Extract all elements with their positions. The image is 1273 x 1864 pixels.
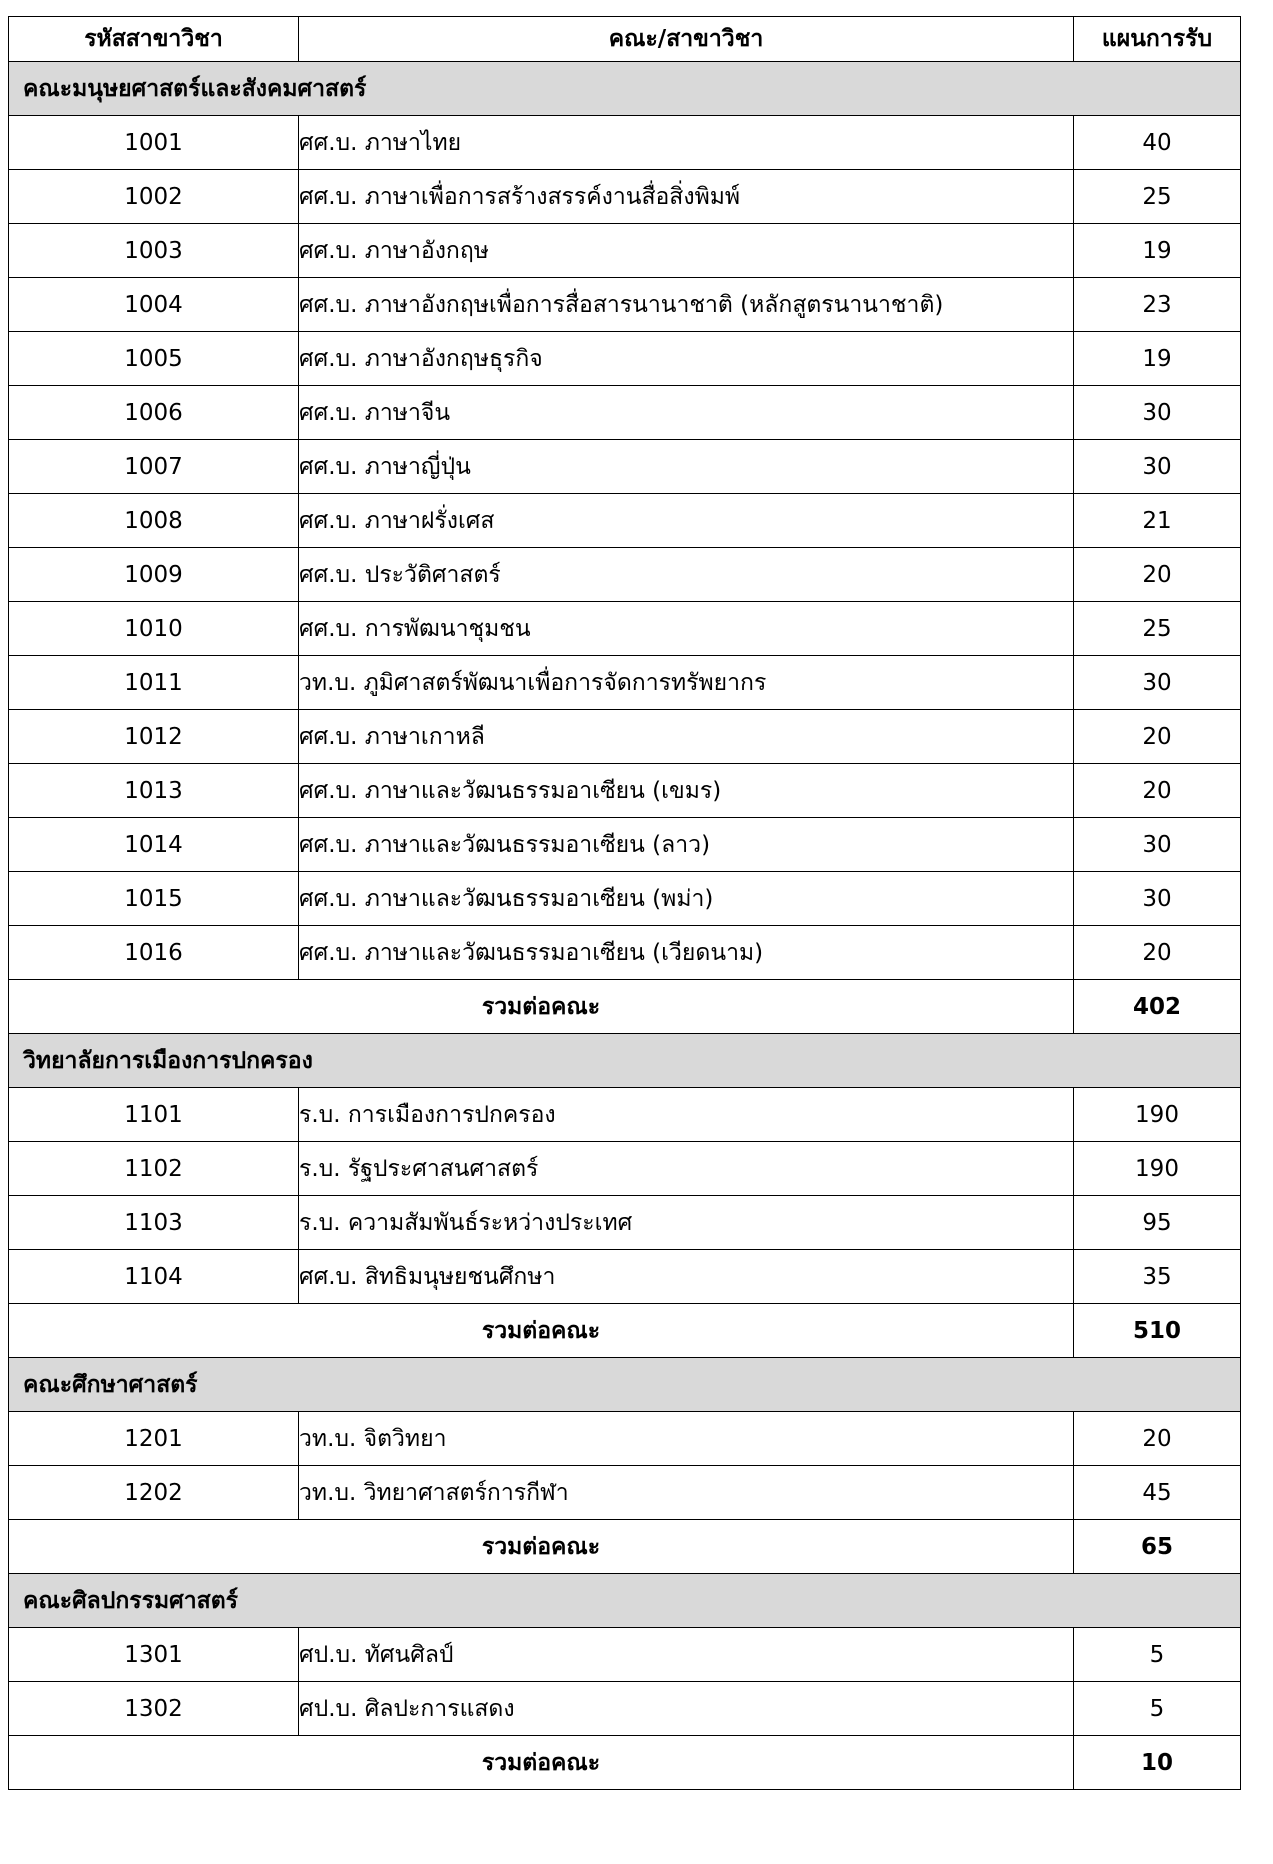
table-row [9,818,1241,872]
table-row [9,494,1241,548]
table-row [9,764,1241,818]
program-code: 1009 [9,548,299,602]
program-name: ศศ.บ. สิทธิมนุษยชนศึกษา [299,1250,1074,1304]
program-name: ศศ.บ. ภาษาเพื่อการสร้างสรรค์งานสื่อสิ่งพิมพ์ [299,170,1074,224]
program-code: 1202 [9,1466,299,1520]
total-label: รวมต่อคณะ [9,1520,1074,1574]
program-code: 1103 [9,1196,299,1250]
admission-plan-table [8,16,1241,1790]
program-name: ศศ.บ. ภาษาอังกฤษ [299,224,1074,278]
program-code: 1008 [9,494,299,548]
admission-plan: 5 [1074,1628,1241,1682]
table-row [9,1682,1241,1736]
faculty-name: คณะมนุษยศาสตร์และสังคมศาสตร์ [9,62,1241,116]
admission-plan: 5 [1074,1682,1241,1736]
admission-plan: 30 [1074,872,1241,926]
admission-plan: 20 [1074,764,1241,818]
table-row [9,926,1241,980]
admission-plan: 25 [1074,170,1241,224]
program-code: 1007 [9,440,299,494]
table-row [9,1412,1241,1466]
admission-plan: 35 [1074,1250,1241,1304]
admission-plan: 95 [1074,1196,1241,1250]
admission-plan: 45 [1074,1466,1241,1520]
table-row [9,440,1241,494]
program-code: 1302 [9,1682,299,1736]
program-name: ศศ.บ. ภาษาเกาหลี [299,710,1074,764]
table-row [9,710,1241,764]
program-code: 1005 [9,332,299,386]
table-row [9,1196,1241,1250]
admission-plan: 30 [1074,656,1241,710]
admission-plan: 21 [1074,494,1241,548]
program-name: ศศ.บ. ภาษาฝรั่งเศส [299,494,1074,548]
program-name: ร.บ. รัฐประศาสนศาสตร์ [299,1142,1074,1196]
table-row [9,872,1241,926]
program-name: วท.บ. วิทยาศาสตร์การกีฬา [299,1466,1074,1520]
admission-plan: 19 [1074,224,1241,278]
program-code: 1015 [9,872,299,926]
program-name: วท.บ. จิตวิทยา [299,1412,1074,1466]
faculty-name: วิทยาลัยการเมืองการปกครอง [9,1034,1241,1088]
program-name: ร.บ. การเมืองการปกครอง [299,1088,1074,1142]
total-value: 10 [1074,1736,1241,1790]
total-label: รวมต่อคณะ [9,1736,1074,1790]
faculty-header-row [9,62,1241,116]
table-row [9,116,1241,170]
admission-plan: 20 [1074,1412,1241,1466]
program-name: ศศ.บ. ภาษาและวัฒนธรรมอาเซียน (ลาว) [299,818,1074,872]
program-code: 1101 [9,1088,299,1142]
program-code: 1004 [9,278,299,332]
admission-plan: 190 [1074,1088,1241,1142]
table-row [9,1250,1241,1304]
admission-plan: 40 [1074,116,1241,170]
program-name: ศศ.บ. ภาษาจีน [299,386,1074,440]
program-name: ศศ.บ. ภาษาไทย [299,116,1074,170]
table-row [9,548,1241,602]
program-name: ศศ.บ. ประวัติศาสตร์ [299,548,1074,602]
header-plan: แผนการรับ [1074,17,1241,62]
table-row [9,656,1241,710]
program-name: ศศ.บ. ภาษาและวัฒนธรรมอาเซียน (พม่า) [299,872,1074,926]
program-code: 1102 [9,1142,299,1196]
program-code: 1003 [9,224,299,278]
table-body [9,62,1241,1790]
program-name: ศป.บ. ทัศนศิลป์ [299,1628,1074,1682]
program-name: ศศ.บ. ภาษาและวัฒนธรรมอาเซียน (เขมร) [299,764,1074,818]
program-name: ศศ.บ. ภาษาและวัฒนธรรมอาเซียน (เวียดนาม) [299,926,1074,980]
program-code: 1016 [9,926,299,980]
program-code: 1013 [9,764,299,818]
program-name: ศศ.บ. ภาษาญี่ปุ่น [299,440,1074,494]
table-row [9,332,1241,386]
total-value: 510 [1074,1304,1241,1358]
table-row [9,1088,1241,1142]
admission-plan: 25 [1074,602,1241,656]
program-code: 1301 [9,1628,299,1682]
admission-plan: 23 [1074,278,1241,332]
table-row [9,602,1241,656]
faculty-total-row [9,1520,1241,1574]
program-code: 1002 [9,170,299,224]
admission-plan: 19 [1074,332,1241,386]
program-code: 1201 [9,1412,299,1466]
faculty-total-row [9,1304,1241,1358]
total-value: 402 [1074,980,1241,1034]
faculty-name: คณะศึกษาศาสตร์ [9,1358,1241,1412]
total-value: 65 [1074,1520,1241,1574]
program-code: 1012 [9,710,299,764]
program-code: 1010 [9,602,299,656]
program-name: ศศ.บ. ภาษาอังกฤษธุรกิจ [299,332,1074,386]
table-row [9,278,1241,332]
table-row [9,1466,1241,1520]
faculty-header-row [9,1574,1241,1628]
table-row [9,1628,1241,1682]
program-code: 1011 [9,656,299,710]
table-row [9,224,1241,278]
program-code: 1104 [9,1250,299,1304]
program-name: วท.บ. ภูมิศาสตร์พัฒนาเพื่อการจัดการทรัพยากร [299,656,1074,710]
table-header-row [9,17,1241,62]
admission-plan: 20 [1074,548,1241,602]
program-name: ศป.บ. ศิลปะการแสดง [299,1682,1074,1736]
table-row [9,386,1241,440]
program-code: 1006 [9,386,299,440]
faculty-name: คณะศิลปกรรมศาสตร์ [9,1574,1241,1628]
header-program: คณะ/สาขาวิชา [299,17,1074,62]
header-code: รหัสสาขาวิชา [9,17,299,62]
admission-plan: 30 [1074,818,1241,872]
program-code: 1001 [9,116,299,170]
total-label: รวมต่อคณะ [9,1304,1074,1358]
program-code: 1014 [9,818,299,872]
admission-plan: 20 [1074,710,1241,764]
faculty-header-row [9,1034,1241,1088]
total-label: รวมต่อคณะ [9,980,1074,1034]
faculty-header-row [9,1358,1241,1412]
program-name: ร.บ. ความสัมพันธ์ระหว่างประเทศ [299,1196,1074,1250]
table-row [9,170,1241,224]
program-name: ศศ.บ. การพัฒนาชุมชน [299,602,1074,656]
faculty-total-row [9,1736,1241,1790]
admission-plan: 190 [1074,1142,1241,1196]
admission-plan: 20 [1074,926,1241,980]
program-name: ศศ.บ. ภาษาอังกฤษเพื่อการสื่อสารนานาชาติ (หลักสูตรนานาชาติ) [299,278,1074,332]
faculty-total-row [9,980,1241,1034]
admission-plan: 30 [1074,386,1241,440]
admission-plan: 30 [1074,440,1241,494]
table-row [9,1142,1241,1196]
